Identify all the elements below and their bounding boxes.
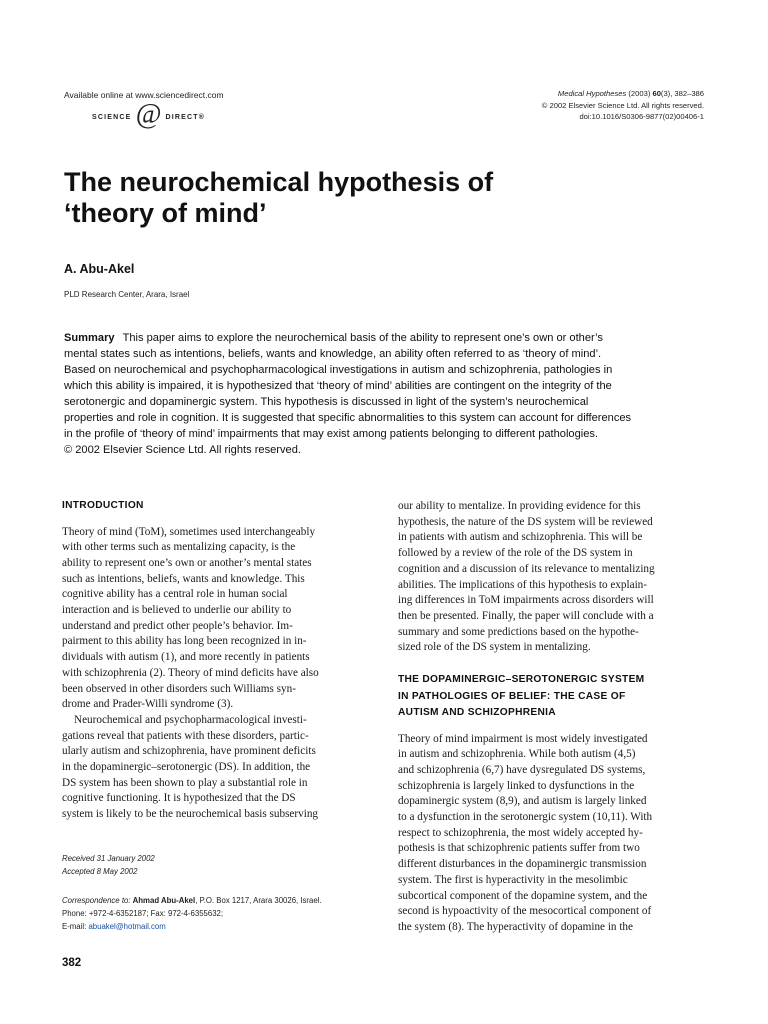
body-line: in patients with autism and schizophrenia. This will be: [398, 531, 643, 544]
body-line: in the dopaminergic–serotonergic (DS). In addition, the: [62, 761, 311, 774]
body-line: summary and some predictions based on the hypothe-: [398, 625, 639, 638]
author-name: A. Abu-Akel: [64, 262, 135, 276]
body-line: Neurochemical and psychopharmacological investi-: [74, 713, 307, 726]
intro-paragraph-2: [62, 713, 368, 823]
title-line: ‘theory of mind’: [64, 198, 267, 228]
journal-volume: 60: [652, 89, 661, 98]
ds-paragraph-1: [398, 732, 704, 936]
body-line: and schizophrenia (6,7) have dysregulated DS systems,: [398, 763, 646, 776]
doi-line: doi:10.1016/S0306-9877(02)00406-1: [579, 112, 704, 121]
received-dates: [62, 853, 155, 878]
journal-year: (2003): [626, 89, 653, 98]
available-online-text: Available online at www.sciencedirect.com: [64, 90, 224, 100]
body-line: the system (8). The hyperactivity of dopamine in the: [398, 920, 633, 933]
body-line: then be presented. Finally, the paper will conclude with a: [398, 609, 654, 622]
body-line: with other terms such as mentalizing capacity, is the: [62, 541, 296, 554]
correspondence-email-line: [62, 920, 322, 933]
body-line: gations reveal that patients with these disorders, partic-: [62, 729, 309, 742]
body-line: to a dysfunction in the serotonergic system (10,11). With: [398, 811, 653, 824]
body-line: cognition and a discussion of its relevance to mentalizing: [398, 562, 655, 575]
body-line: Theory of mind impairment is most widely investigated: [398, 732, 648, 745]
correspondence-label: Correspondence to:: [62, 896, 133, 905]
body-line: dividuals with autism (1), and more recently in patients: [62, 651, 310, 664]
body-line: subcortical component of the dopamine system, and the: [398, 889, 648, 902]
summary-line: mental states such as intentions, beliefs, wants and knowledge, an ability often referred to as ‘theory of mind’.: [64, 348, 602, 360]
accepted-date: Accepted 8 May 2002: [62, 866, 138, 876]
body-line: schizophrenia is largely linked to dysfunctions in the: [398, 779, 635, 792]
journal-issue-pages: (3), 382–386: [660, 89, 704, 98]
summary-line: in the profile of ‘theory of mind’ impairments that may exist among patients belonging to different pathologies.: [64, 428, 599, 440]
journal-citation: [444, 88, 704, 100]
title-line: The neurochemical hypothesis of: [64, 167, 494, 197]
body-line: cognitive ability has a central role in human social: [62, 588, 288, 601]
summary-line: which this ability is impaired, it is hypothesized that ‘theory of mind’ abilities are contingent on the integrity of the: [64, 380, 612, 392]
summary-line: Based on neurochemical and psychopharmacological investigations in autism and schizophrenia, pathologies in: [64, 364, 613, 376]
body-line: hypothesis, the nature of the DS system will be reviewed: [398, 515, 653, 528]
correspondence-name: Ahmad Abu-Akel: [132, 896, 196, 905]
logo-science-text: SCIENCE: [92, 113, 132, 121]
summary-line: properties and role in cognition. It is suggested that specific abnormalities to this system can account for differences: [64, 412, 632, 424]
body-line: Theory of mind (ToM), sometimes used interchangeably: [62, 525, 316, 538]
section-heading-introduction: INTRODUCTION: [62, 500, 144, 511]
body-line: system is likely to be the neurochemical basis subserving: [62, 808, 319, 821]
right-column: [398, 499, 704, 936]
summary-line: © 2002 Elsevier Science Ltd. All rights reserved.: [64, 444, 301, 456]
correspondence-footnote: [62, 894, 322, 933]
body-line: dopaminergic system (8,9), and autism is largely linked: [398, 795, 647, 808]
body-line: DS system has been shown to play a substantial role in: [62, 776, 308, 789]
left-column: [62, 498, 368, 823]
summary-text: This paper aims to explore the neurochemical basis of the ability to represent one’s own or other’s: [122, 332, 603, 344]
summary-label: Summary: [64, 332, 115, 344]
body-line: system. The first is hyperactivity in the mesolimbic: [398, 873, 628, 886]
summary-line: [64, 330, 705, 346]
logo-direct-text: DIRECT®: [165, 113, 206, 121]
body-line: ing differences in ToM impairments across disorders will: [398, 594, 654, 607]
body-line: second is hypoactivity of the mesocortical component of: [398, 905, 652, 918]
correspondence-phone: Phone: +972-4-6352187; Fax: 972-4-6355632;: [62, 909, 224, 918]
copyright-line: © 2002 Elsevier Science Ltd. All rights reserved.: [541, 100, 704, 110]
body-line: interaction and is believed to underlie our ability to: [62, 604, 292, 617]
section-heading-ds-system: [398, 672, 704, 722]
body-line: understand and predict other people’s behavior. Im-: [62, 619, 293, 632]
intro-paragraph-1: [62, 525, 368, 713]
heading-line: THE DOPAMINERGIC–SEROTONERGIC SYSTEM: [398, 674, 645, 686]
body-line: such as intentions, beliefs, wants and knowledge. This: [62, 572, 305, 585]
summary-line: serotonergic and dopaminergic system. This hypothesis is discussed in light of the system’s neurochemical: [64, 396, 589, 408]
body-line: drome and Prader-Willi syndrome (3).: [62, 698, 234, 711]
received-date: Received 31 January 2002: [62, 854, 155, 863]
body-line: different disturbances in the dopaminergic transmission: [398, 858, 647, 871]
body-line: cognitive functioning. It is hypothesized that the DS: [62, 792, 296, 805]
body-line: been observed in other disorders such Williams syn-: [62, 682, 296, 695]
body-line: ability to represent one’s own or another’s mental states: [62, 556, 312, 569]
sciencedirect-logo: [92, 99, 206, 130]
correspondence-line: [62, 894, 322, 907]
body-line: sized role of the DS system in mentalizing.: [398, 641, 591, 654]
body-line: respect to schizophrenia, the most widely accepted hy-: [398, 826, 643, 839]
body-line: with schizophrenia (2). Theory of mind deficits have also: [62, 666, 319, 679]
heading-line: AUTISM AND SCHIZOPHRENIA: [398, 707, 556, 719]
body-line: ularly autism and schizophrenia, have prominent deficits: [62, 745, 316, 758]
body-line: followed by a review of the role of the DS system in: [398, 547, 633, 560]
email-link[interactable]: abuakel@hotmail.com: [88, 922, 166, 931]
body-line: in autism and schizophrenia. While both autism (4,5): [398, 748, 636, 761]
body-line: our ability to mentalize. In providing evidence for this: [398, 500, 641, 512]
intro-paragraph-3: [398, 499, 704, 656]
logo-at-icon: @: [135, 99, 162, 130]
correspondence-address: , P.O. Box 1217, Arara 30026, Israel.: [195, 896, 322, 905]
email-label: E-mail:: [62, 922, 89, 931]
journal-info: [444, 88, 704, 123]
page-number: 382: [62, 957, 82, 969]
body-line: pothesis is that schizophrenic patients suffer from two: [398, 842, 640, 855]
heading-line: IN PATHOLOGIES OF BELIEF: THE CASE OF: [398, 690, 626, 702]
body-line: abilities. The implications of this hypothesis to explain-: [398, 578, 647, 591]
summary-block: [64, 330, 705, 458]
body-line: pairment to this ability has long been recognized in in-: [62, 635, 307, 648]
author-affiliation: PLD Research Center, Arara, Israel: [64, 290, 190, 299]
article-title: [64, 167, 704, 229]
journal-name: Medical Hypotheses: [557, 89, 627, 98]
